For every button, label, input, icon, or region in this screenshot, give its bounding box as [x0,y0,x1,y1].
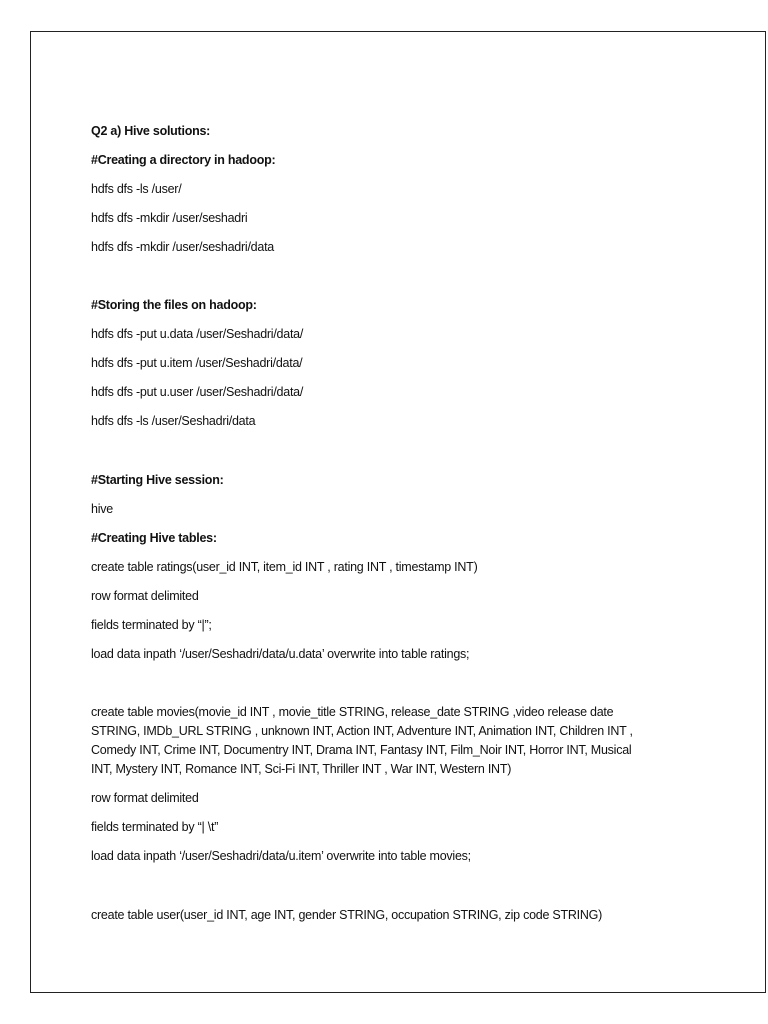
command-line: hdfs dfs -put u.item /user/Seshadri/data/ [91,356,303,370]
code-line: fields terminated by “|”; [91,618,212,632]
command-line: hdfs dfs -ls /user/Seshadri/data [91,414,256,428]
document-heading: Q2 a) Hive solutions: [91,124,211,138]
code-line: create table user(user_id INT, age INT, gender STRING, occupation STRING, zip code STRING) [91,908,603,922]
command-line: hdfs dfs -ls /user/ [91,182,182,196]
code-line: load data inpath ‘/user/Seshadri/data/u.item’ overwrite into table movies; [91,849,471,863]
section-title-store-files: #Storing the files on hadoop: [91,298,257,312]
section-title-hive-tables: #Creating Hive tables: [91,531,217,545]
command-line: hdfs dfs -mkdir /user/seshadri/data [91,240,274,254]
document-page [30,31,766,993]
code-line: Comedy INT, Crime INT, Documentry INT, Drama INT, Fantasy INT, Film_Noir INT, Horror INT, Musical [91,743,632,757]
code-line: fields terminated by “| \t” [91,820,219,834]
code-line: create table ratings(user_id INT, item_id INT , rating INT , timestamp INT) [91,560,478,574]
code-line: STRING, IMDb_URL STRING , unknown INT, Action INT, Adventure INT, Animation INT, Children INT , [91,724,633,738]
code-line: row format delimited [91,589,199,603]
code-line: load data inpath ‘/user/Seshadri/data/u.data’ overwrite into table ratings; [91,647,470,661]
section-title-create-directory: #Creating a directory in hadoop: [91,153,276,167]
command-line: hdfs dfs -mkdir /user/seshadri [91,211,248,225]
code-line: create table movies(movie_id INT , movie_title STRING, release_date STRING ,video release date [91,705,614,719]
code-line: INT, Mystery INT, Romance INT, Sci-Fi INT, Thriller INT , War INT, Western INT) [91,762,512,776]
code-line: row format delimited [91,791,199,805]
command-line: hive [91,502,113,516]
section-title-hive-session: #Starting Hive session: [91,473,224,487]
command-line: hdfs dfs -put u.data /user/Seshadri/data/ [91,327,304,341]
command-line: hdfs dfs -put u.user /user/Seshadri/data/ [91,385,304,399]
